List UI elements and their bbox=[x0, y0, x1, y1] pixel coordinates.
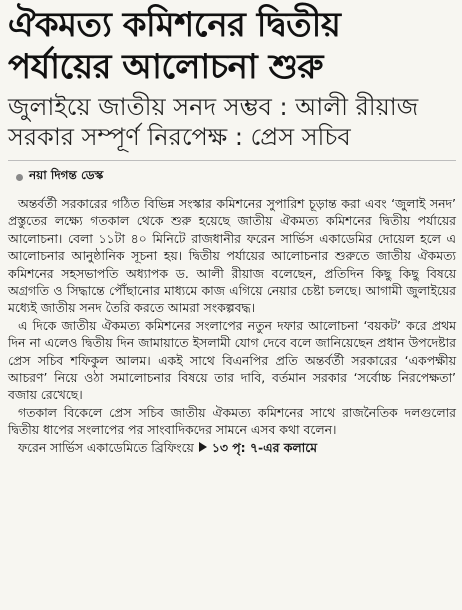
article-body bbox=[8, 195, 456, 439]
continuation-line bbox=[8, 439, 456, 456]
divider bbox=[8, 160, 456, 161]
bullet-icon bbox=[16, 174, 23, 181]
paragraph-1: অন্তর্বর্তী সরকারের গঠিত বিভিন্ন সংস্কার কমিশনের সুপারিশ চূড়ান্ত করা এবং ‘জুলাই সনদ’ প্রস্তুতের লক্ষ্যে গতকাল থেকে শুরু হয়েছে জাতীয় ঐকমত্য কমিশনের দ্বিতীয় পর্যায়ের আলোচনা। বেলা ১১টা ৪০ মিনিটে রাজধানীর ফরেন সার্ভিস একাডেমির দোয়েল হলে এ আলোচনার আনুষ্ঠানিক সূচনা হয়। দ্বিতীয় পর্যায়ের আলোচনার শুরুতে জাতীয় ঐকমত্য কমিশনের সহসভাপতি অধ্যাপক ড. আলী রীয়াজ বলেছেন, প্রতিদিন কিছু কিছু বিষয়ে অগ্রগতি ও সিদ্ধান্তে পৌঁছানোর মাধ্যমে কাজ এগিয়ে নেয়ার চেষ্টা চলছে। আগামী জুলাইয়ের মধ্যেই জাতীয় সনদ তৈরি করতে আমরা সংকল্পবদ্ধ। bbox=[8, 196, 456, 316]
headline bbox=[8, 4, 456, 88]
byline-text: নয়া দিগন্ত ডেস্ক bbox=[29, 168, 104, 182]
headline-line-1: ঐকমত্য কমিশনের দ্বিতীয় bbox=[8, 5, 341, 45]
continuation-reference: ১৩ পৃ: ৭-এর কলামে bbox=[211, 439, 318, 455]
continuation-text: ফরেন সার্ভিস একাডেমিতে ব্রিফিংয়ে bbox=[18, 439, 194, 455]
headline-line-2: পর্যায়ের আলোচনা শুরু bbox=[8, 47, 323, 87]
subhead-line-1: জুলাইয়ে জাতীয় সনদ সম্ভব : আলী রীয়াজ bbox=[8, 93, 419, 121]
arrow-right-icon bbox=[199, 442, 207, 452]
subhead-line-2: সরকার সম্পূর্ণ নিরপেক্ষ : প্রেস সচিব bbox=[8, 123, 351, 151]
paragraph-3: গতকাল বিকেলে প্রেস সচিব জাতীয় ঐকমত্য কমিশনের সাথে রাজনৈতিক দলগুলোর দ্বিতীয় ধাপের সংলাপের পর সাংবাদিকদের সামনে এসব কথা বলেন। bbox=[8, 404, 456, 438]
byline bbox=[16, 167, 456, 187]
paragraph-2: এ দিকে জাতীয় ঐকমত্য কমিশনের সংলাপের নতুন দফার আলোচনা ‘বয়কট’ করে প্রথম দিন না এলেও দ্বিতীয় দিন জামায়াতে ইসলামী যোগ দেবে বলে জানিয়েছেন প্রধান উপদেষ্টার প্রেস সচিব শফিকুল আলম। একই সাথে বিএনপির প্রতি অন্তর্বর্তী সরকারের ‘একপক্ষীয় আচরণ’ নিয়ে ওঠা সমালোচনার বিষয়ে তার দাবি, বর্তমান সরকার ‘সর্বোচ্চ নিরপেক্ষতা’ বজায় রেখেছে। bbox=[8, 317, 456, 403]
subheadline bbox=[8, 92, 456, 152]
